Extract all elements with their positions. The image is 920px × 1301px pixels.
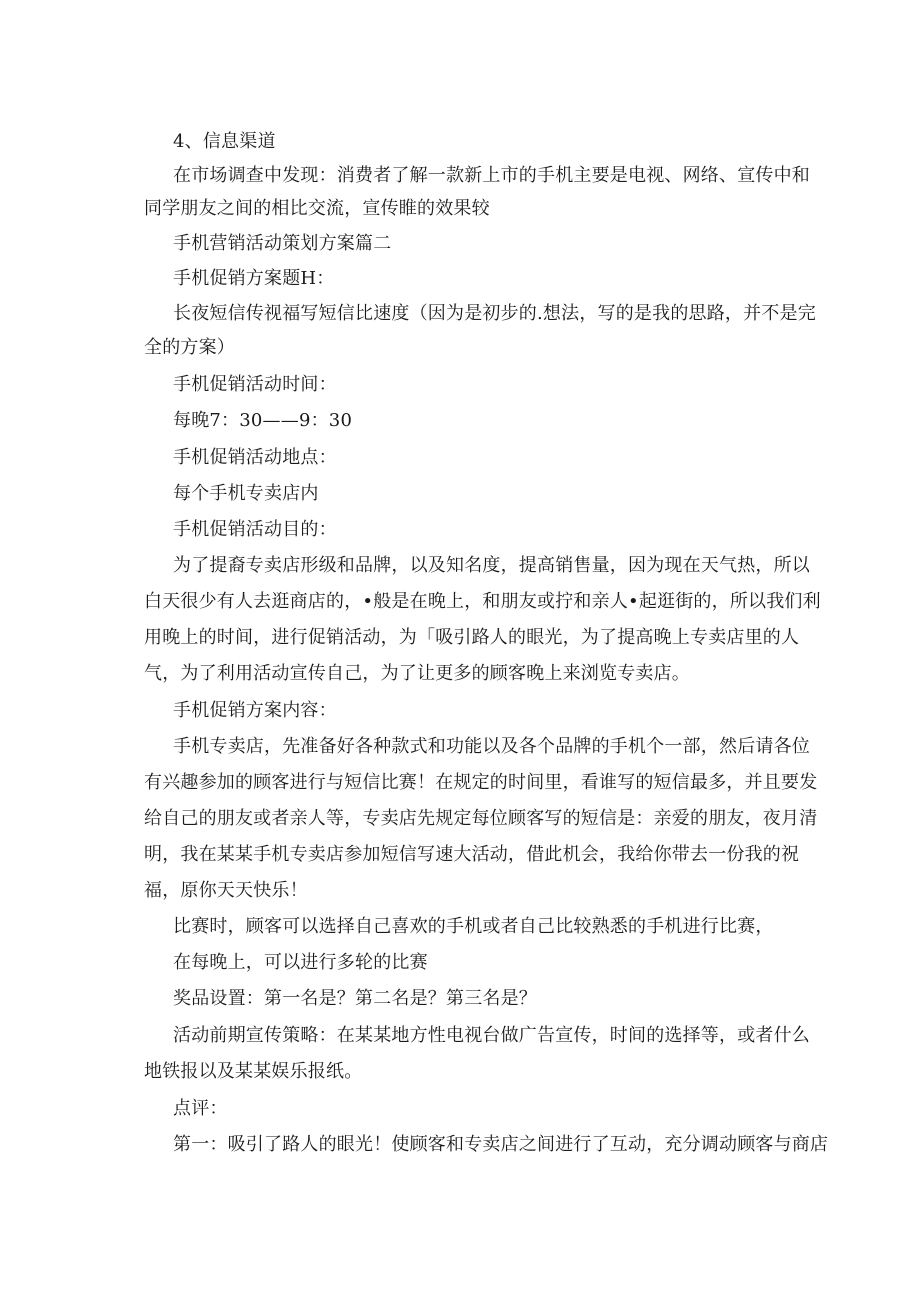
paragraph-line: 全的方案） bbox=[144, 337, 235, 358]
paragraph-line: 手机专卖店，先准备好各种款式和功能以及各个品牌的手机个一部，然后请各位 bbox=[173, 736, 810, 757]
paragraph-line: 为了提裔专卖店形级和品牌，以及知名度，提高销售量，因为现在天气热，所以 bbox=[173, 555, 810, 576]
field-label-topic: 手机促销方案题H： bbox=[173, 268, 335, 289]
paragraph-line: 在每晚上，可以进行多轮的比赛 bbox=[173, 952, 428, 973]
field-label-content: 手机促销方案内容： bbox=[173, 700, 337, 721]
paragraph-line: 在市场调查中发现：消费者了解一款新上市的手机主要是电视、网络、宣传中和 bbox=[173, 165, 810, 186]
field-label-time: 手机促销活动时间： bbox=[173, 374, 337, 395]
paragraph-line: 白天很少有人去逛商店的，•般是在晚上，和朋友或拧和亲人•起逛街的，所以我们利 bbox=[144, 591, 821, 612]
prize-settings: 奖品设置：第一名是？第二名是？第三名是？ bbox=[173, 988, 537, 1009]
paragraph-line: 同学朋友之间的相比交流，宣传睢的效果较 bbox=[144, 198, 490, 219]
field-value-location: 每个手机专卖店内 bbox=[173, 483, 319, 504]
paragraph-line: 用晚上的时间，进行促销活动，为「吸引路人的眼光，为了提高晚上专卖店里的人 bbox=[144, 627, 800, 648]
section-heading-info-channel: 4、信息渠道 bbox=[173, 131, 276, 152]
paragraph-line: 比赛时，顾客可以选择自己喜欢的手机或者自己比较熟悉的手机进行比赛， bbox=[173, 916, 774, 937]
paragraph-line: 福，原你天天快乐！ bbox=[144, 880, 308, 901]
paragraph-line: 有兴趣参加的顾客进行与短信比赛！在规定的时间里，看谁写的短信最多，并且要发 bbox=[144, 772, 818, 793]
field-label-review: 点评： bbox=[173, 1098, 228, 1119]
paragraph-line: 长夜短信传视福写短信比速度（因为是初步的.想法，写的是我的思路，并不是完 bbox=[173, 303, 816, 324]
paragraph-line: 气，为了利用活动宣传自己，为了让更多的顾客晚上来浏览专卖店。 bbox=[144, 663, 690, 684]
field-value-time: 每晚7：30——9：30 bbox=[173, 410, 353, 431]
paragraph-line: 地铁报以及某某娱乐报纸。 bbox=[144, 1061, 363, 1082]
paragraph-line: 第一：吸引了路人的眼光！使顾客和专卖店之间进行了互动，充分调动顾客与商店 bbox=[173, 1134, 829, 1155]
paragraph-line: 明，我在某某手机专卖店参加短信写速大活动，借此机会，我给你带去一份我的祝 bbox=[144, 844, 800, 865]
field-label-location: 手机促销活动地点： bbox=[173, 447, 337, 468]
paragraph-line: 给自己的朋友或者亲人等，专卖店先规定每位顾客写的短信是：亲爱的朋友，夜月清 bbox=[144, 808, 818, 829]
article-title: 手机营销活动策划方案篇二 bbox=[173, 233, 392, 254]
paragraph-line: 活动前期宣传策略：在某某地方性电视台做广告宣传，时间的选择等，或者什么 bbox=[173, 1025, 810, 1046]
field-label-purpose: 手机促销活动目的： bbox=[173, 519, 337, 540]
